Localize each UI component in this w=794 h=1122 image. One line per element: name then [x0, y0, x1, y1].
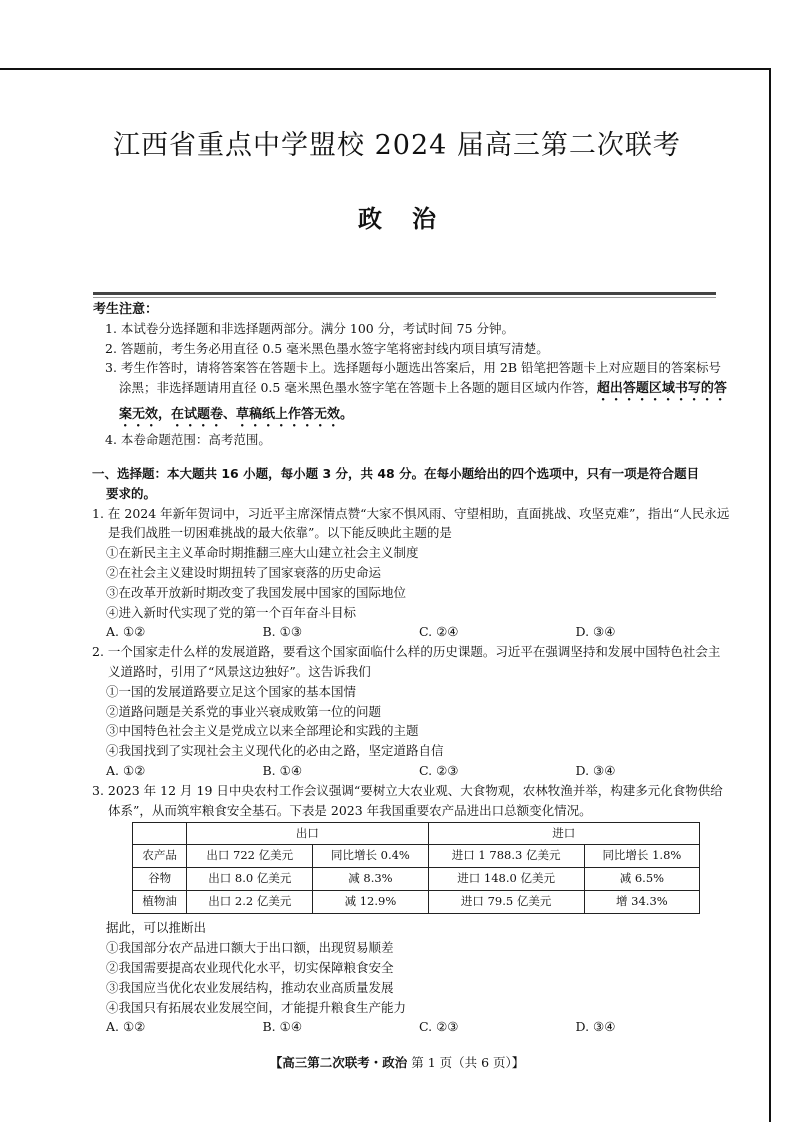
table-cell-export: 出口 722 亿美元 — [187, 845, 313, 868]
question-2-statement-1: ①一国的发展道路要立足这个国家的基本国情 — [106, 683, 357, 699]
question-1-stem: 1. 在 2024 年新年贺词中，习近平主席深情点赞“大家不惧风雨、守望相助，直面挑战、攻坚克难”，指出“人民永远是我们战胜一切困难挑战的最大依靠”。以下能反映此主题的是 — [92, 505, 730, 541]
question-1-statement-2: ②在社会主义建设时期扭转了国家衰落的历史命运 — [106, 564, 382, 580]
question-2-choice-c: C. ②③ — [419, 762, 459, 778]
table-row — [133, 845, 700, 868]
question-3-choice-d: D. ③④ — [575, 1019, 616, 1035]
question-1-choice-c: C. ②④ — [419, 624, 459, 640]
question-3-statement-1: ①我国部分农产品进口额大于出口额，出现贸易顺差 — [106, 940, 394, 956]
page-frame-top-border — [0, 68, 771, 70]
question-1-statement-1: ①在新民主主义革命时期推翻三座大山建立社会主义制度 — [106, 545, 419, 561]
question-1-choice-b: B. ①③ — [262, 624, 303, 640]
footer-page-number: 第 1 页（共 6 页）】 — [411, 1055, 525, 1070]
candidate-notice — [93, 300, 733, 449]
question-2-choice-d: D. ③④ — [575, 762, 616, 778]
question-1-statement-3: ③在改革开放新时期改变了我国发展中国家的国际地位 — [106, 584, 407, 600]
table-cell-product: 谷物 — [133, 868, 187, 891]
subject-title: 政治 — [358, 205, 466, 233]
trade-table-header-import: 进口 — [428, 823, 699, 845]
notice-item-2: 2. 答题前，考生务必用直径 0.5 毫米黑色墨水签字笔将密封线内项目填写清楚。 — [105, 340, 549, 356]
table-cell-export: 出口 2.2 亿美元 — [187, 891, 313, 914]
table-cell-product: 农产品 — [133, 845, 187, 868]
table-cell-import: 进口 79.5 亿美元 — [428, 891, 584, 914]
question-content — [92, 464, 732, 1037]
question-3-statement-4: ④我国只有拓展农业发展空间，才能提升粮食生产能力 — [106, 999, 407, 1015]
section-heading — [92, 464, 732, 504]
question-2-choice-b: B. ①④ — [262, 762, 303, 778]
question-3-choice-a: A. ①② — [106, 1019, 146, 1035]
trade-table-header-row — [133, 823, 700, 845]
notice-heading: 考生注意： — [93, 302, 159, 317]
table-cell-import: 进口 148.0 亿美元 — [428, 868, 584, 891]
question-2-stem: 2. 一个国家走什么样的发展道路，要看这个国家面临什么样的历史课题。习近平在强调坚持和发展中国特色社会主义道路时，引用了“风景这边独好”。这告诉我们 — [92, 644, 721, 679]
notice-item-1: 1. 本试卷分选择题和非选择题两部分。满分 100 分，考试时间 75 分钟。 — [105, 321, 515, 337]
question-3-lead: 据此，可以推断出 — [106, 920, 207, 936]
table-cell-import: 进口 1 788.3 亿美元 — [428, 845, 584, 868]
table-row — [133, 868, 700, 891]
question-1-choice-d: D. ③④ — [575, 624, 616, 640]
table-cell-import-change: 减 6.5% — [584, 868, 699, 891]
question-2-statement-2: ②道路问题是关系党的事业兴衰成败第一位的问题 — [106, 703, 382, 719]
notice-item-3-emphasis: 超出答题区域书写的答案无效，在试题卷、草稿纸上作答无效。 — [119, 380, 727, 422]
trade-table-header-export: 出口 — [187, 823, 428, 845]
question-2-choices — [92, 761, 732, 781]
table-cell-product: 植物油 — [133, 891, 187, 914]
section-heading-line1: 一、选择题：本大题共 16 小题，每小题 3 分，共 48 分。在每小题给出的四个选项中，只有一项是符合题目 — [92, 466, 700, 481]
table-cell-export-change: 减 8.3% — [313, 868, 428, 891]
question-1-choice-a: A. ①② — [106, 624, 146, 640]
question-2-statement-3: ③中国特色社会主义是党成立以来全部理论和实践的主题 — [106, 723, 419, 739]
question-2 — [92, 642, 732, 781]
table-cell-import-change: 增 34.3% — [584, 891, 699, 914]
question-3-choice-b: B. ①④ — [262, 1019, 303, 1035]
table-cell-export-change: 同比增长 0.4% — [313, 845, 428, 868]
question-1-choices — [92, 622, 732, 642]
question-1-statement-4: ④进入新时代实现了党的第一个百年奋斗目标 — [106, 604, 357, 620]
notice-item-3-text: 3. 考生作答时，请将答案答在答题卡上。选择题每小题选出答案后，用 2B 铅笔把答题卡上对应题目的答案标号涂黑；非选择题请用直径 0.5 毫米黑色墨水签字笔在答题卡上各题的题目区域内作答， — [105, 360, 721, 395]
table-cell-export-change: 减 12.9% — [313, 891, 428, 914]
notice-divider — [93, 292, 716, 295]
notice-divider-thin — [93, 297, 716, 298]
table-cell-export: 出口 8.0 亿美元 — [187, 868, 313, 891]
notice-item-3 — [93, 358, 733, 429]
question-2-choice-a: A. ①② — [106, 762, 146, 778]
question-3-statement-3: ③我国应当优化农业发展结构，推动农业高质量发展 — [106, 979, 394, 995]
section-heading-line2: 要求的。 — [106, 485, 157, 501]
question-3-stem: 3. 2023 年 12 月 19 日中央农村工作会议强调“要树立大农业观、大食物观，农林牧渔并举，构建多元化食物供给体系”，从而筑牢粮食安全基石。下表是 2023 年我国重要农产品进出口总额变化情况。 — [92, 782, 723, 818]
trade-table — [132, 822, 700, 914]
question-3 — [92, 781, 732, 1037]
question-3-statement-2: ②我国需要提高农业现代化水平，切实保障粮食安全 — [106, 959, 394, 975]
footer-exam-label: 【高三第二次联考・政治 — [269, 1055, 408, 1070]
trade-table-corner — [133, 823, 187, 845]
question-3-choice-c: C. ②③ — [419, 1019, 459, 1035]
table-row — [133, 891, 700, 914]
notice-item-4: 4. 本卷命题范围：高考范围。 — [105, 431, 271, 447]
question-2-statement-4: ④我国找到了实现社会主义现代化的必由之路，坚定道路自信 — [106, 743, 444, 759]
page-footer — [0, 1054, 794, 1072]
exam-title: 江西省重点中学盟校 2024 届高三第二次联考 — [113, 130, 681, 161]
question-3-choices — [92, 1017, 732, 1037]
question-1 — [92, 504, 732, 643]
table-cell-import-change: 同比增长 1.8% — [584, 845, 699, 868]
